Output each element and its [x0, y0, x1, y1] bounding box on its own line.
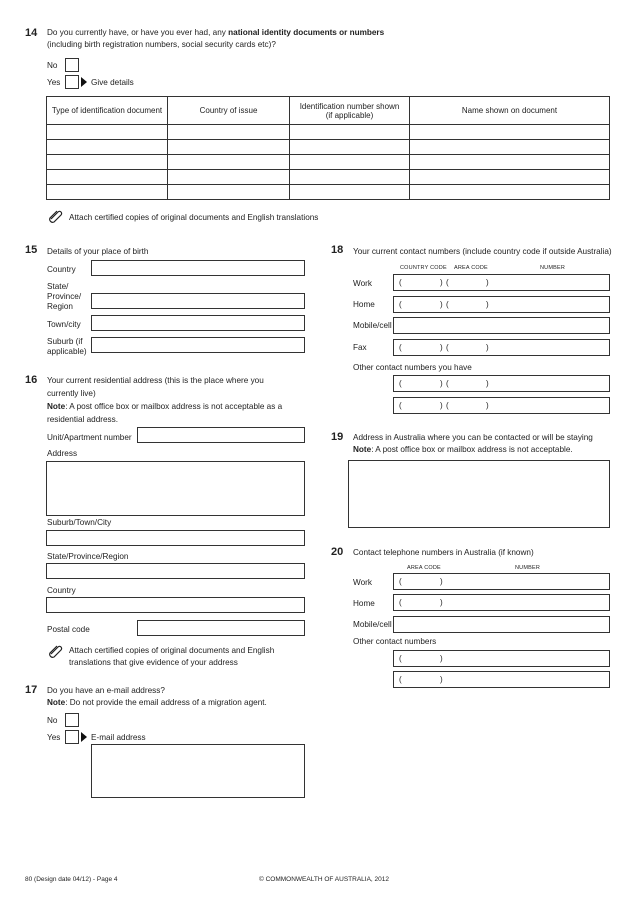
q20-title: Contact telephone numbers in Australia (if known)	[353, 548, 534, 557]
q14-attach-note: Attach certified copies of original documents and English translations	[69, 213, 319, 222]
table-row	[47, 155, 610, 170]
q19-note-text: : A post office box or mailbox address is not acceptable.	[371, 445, 573, 454]
table-cell[interactable]	[47, 155, 168, 170]
q17-yes-checkbox[interactable]	[65, 730, 79, 744]
au-other-phone-field[interactable]: ( )	[393, 650, 610, 667]
table-cell[interactable]	[168, 155, 290, 170]
birth-state-field[interactable]	[91, 293, 305, 309]
q19-note	[353, 445, 573, 455]
table-header-cell	[290, 97, 410, 125]
q20-col-number: NUMBER	[515, 565, 541, 571]
question-number-15: 15	[25, 244, 38, 256]
other-phone-field[interactable]: ( ) ( )	[393, 397, 610, 414]
table-row	[47, 185, 610, 200]
q15-state-label: State/ Province/ Region	[47, 282, 82, 311]
footer-copyright: © COMMONWEALTH OF AUSTRALIA, 2012	[259, 876, 389, 883]
au-mobile-phone-field[interactable]	[393, 616, 610, 633]
q16-attach-line2: translations that give evidence of your address	[69, 658, 238, 667]
table-cell[interactable]	[47, 125, 168, 140]
q14-question-line2: (including birth registration numbers, social security cards etc)?	[47, 40, 276, 49]
q19-title: Address in Australia where you can be contacted or will be staying	[353, 433, 593, 442]
table-header-row	[47, 97, 610, 125]
q17-note-label: Note	[47, 698, 66, 707]
state-field[interactable]	[46, 563, 305, 579]
table-cell[interactable]	[290, 185, 410, 200]
fax-field[interactable]: ( ) ( )	[393, 339, 610, 356]
q16-address-label: Address	[47, 449, 78, 458]
home-phone-field[interactable]: ( ) ( )	[393, 296, 610, 313]
other-phone-field[interactable]: ( ) ( )	[393, 375, 610, 392]
q16-note-label: Note	[47, 402, 66, 411]
id-documents-table	[46, 96, 610, 200]
q15-suburb-label: Suburb (if applicable)	[47, 337, 87, 356]
q18-work-label: Work	[353, 279, 372, 288]
q16-suburb-label: Suburb/Town/City	[47, 518, 112, 527]
question-number-20: 20	[331, 546, 344, 558]
q14-text-bold: national identity documents or numbers	[228, 28, 385, 37]
q20-other-label: Other contact numbers	[353, 637, 437, 646]
q17-note	[47, 698, 267, 708]
table-row	[47, 140, 610, 155]
q16-line1: Your current residential address (this is the place where you	[47, 376, 264, 385]
birth-suburb-field[interactable]	[91, 337, 305, 353]
q17-yes-label: Yes	[47, 733, 61, 742]
country-field[interactable]	[46, 597, 305, 613]
table-header-cell: Type of identification document	[47, 97, 168, 125]
q16-note-text: : A post office box or mailbox address is not acceptable as a	[65, 402, 283, 411]
unit-number-field[interactable]	[137, 427, 305, 443]
table-cell[interactable]	[410, 140, 610, 155]
table-cell[interactable]	[168, 170, 290, 185]
q14-give-details-label: Give details	[91, 78, 134, 87]
q18-fax-label: Fax	[353, 343, 367, 352]
residential-address-field[interactable]	[46, 461, 305, 516]
q17-email-label: E-mail address	[91, 733, 146, 742]
table-cell[interactable]	[410, 125, 610, 140]
au-work-phone-field[interactable]: ( )	[393, 573, 610, 590]
q16-line2: currently live)	[47, 389, 96, 398]
table-header-cell: Country of issue	[168, 97, 290, 125]
arrow-right-icon	[81, 77, 87, 87]
q18-home-label: Home	[353, 300, 375, 309]
q17-note-text: : Do not provide the email address of a migration agent.	[65, 698, 267, 707]
q16-note	[47, 402, 282, 412]
q17-no-label: No	[47, 716, 58, 725]
q15-title: Details of your place of birth	[47, 247, 149, 256]
mobile-phone-field[interactable]	[393, 317, 610, 334]
au-other-phone-field[interactable]: ( )	[393, 671, 610, 688]
table-cell[interactable]	[410, 185, 610, 200]
table-header-text: Identification number shown (if applicable)	[299, 101, 400, 120]
table-row	[47, 125, 610, 140]
footer-page-info: 80 (Design date 04/12) - Page 4	[25, 876, 118, 883]
q20-mobile-label: Mobile/cell	[353, 620, 392, 629]
q15-town-label: Town/city	[47, 320, 81, 329]
table-cell[interactable]	[290, 125, 410, 140]
q18-col-area-code: AREA CODE	[454, 265, 488, 271]
q17-title: Do you have an e-mail address?	[47, 686, 165, 695]
question-number-14: 14	[25, 27, 38, 39]
q20-col-area-code: AREA CODE	[407, 565, 441, 571]
table-cell[interactable]	[410, 170, 610, 185]
q18-col-number: NUMBER	[540, 265, 566, 271]
table-cell[interactable]	[168, 125, 290, 140]
q14-text: Do you currently have, or have you ever had, any	[47, 28, 229, 37]
table-cell[interactable]	[290, 170, 410, 185]
table-cell[interactable]	[168, 140, 290, 155]
q16-unit-label: Unit/Apartment number	[47, 433, 132, 442]
question-number-18: 18	[331, 244, 344, 256]
q16-postal-label: Postal code	[47, 625, 90, 634]
table-cell[interactable]	[290, 140, 410, 155]
table-cell[interactable]	[47, 170, 168, 185]
work-phone-field[interactable]: ( ) ( )	[393, 274, 610, 291]
table-cell[interactable]	[47, 140, 168, 155]
table-header-cell: Name shown on document	[410, 97, 610, 125]
q18-mobile-label: Mobile/cell	[353, 321, 392, 330]
australian-address-field[interactable]	[348, 460, 610, 528]
q16-country-label: Country	[47, 586, 76, 595]
table-cell[interactable]	[47, 185, 168, 200]
au-home-phone-field[interactable]: ( )	[393, 594, 610, 611]
arrow-right-icon	[81, 732, 87, 742]
q16-note-line2: residential address.	[47, 415, 118, 424]
q14-no-label: No	[47, 61, 58, 70]
question-number-17: 17	[25, 684, 38, 696]
q19-note-label: Note	[353, 445, 372, 454]
table-cell[interactable]	[290, 155, 410, 170]
email-field[interactable]	[91, 744, 305, 798]
postal-code-field[interactable]	[137, 620, 305, 636]
q20-home-label: Home	[353, 599, 375, 608]
table-cell[interactable]	[410, 155, 610, 170]
question-number-19: 19	[331, 431, 344, 443]
table-cell[interactable]	[168, 185, 290, 200]
q18-col-country-code: COUNTRY CODE	[400, 265, 447, 271]
q14-yes-checkbox[interactable]	[65, 75, 79, 89]
q17-no-checkbox[interactable]	[65, 713, 79, 727]
q20-work-label: Work	[353, 578, 372, 587]
q18-other-label: Other contact numbers you have	[353, 363, 472, 372]
q14-yes-label: Yes	[47, 78, 61, 87]
question-number-16: 16	[25, 374, 38, 386]
paperclip-icon	[47, 207, 63, 223]
q15-country-label: Country	[47, 265, 76, 274]
q14-question-line1	[47, 28, 384, 38]
suburb-field[interactable]	[46, 530, 305, 546]
birth-country-field[interactable]	[91, 260, 305, 276]
q16-state-label: State/Province/Region	[47, 552, 129, 561]
paperclip-icon	[47, 642, 63, 658]
q16-attach-line1: Attach certified copies of original documents and English	[69, 646, 275, 655]
q18-title: Your current contact numbers (include country code if outside Australia)	[353, 247, 612, 256]
birth-town-field[interactable]	[91, 315, 305, 331]
q14-no-checkbox[interactable]	[65, 58, 79, 72]
table-row	[47, 170, 610, 185]
